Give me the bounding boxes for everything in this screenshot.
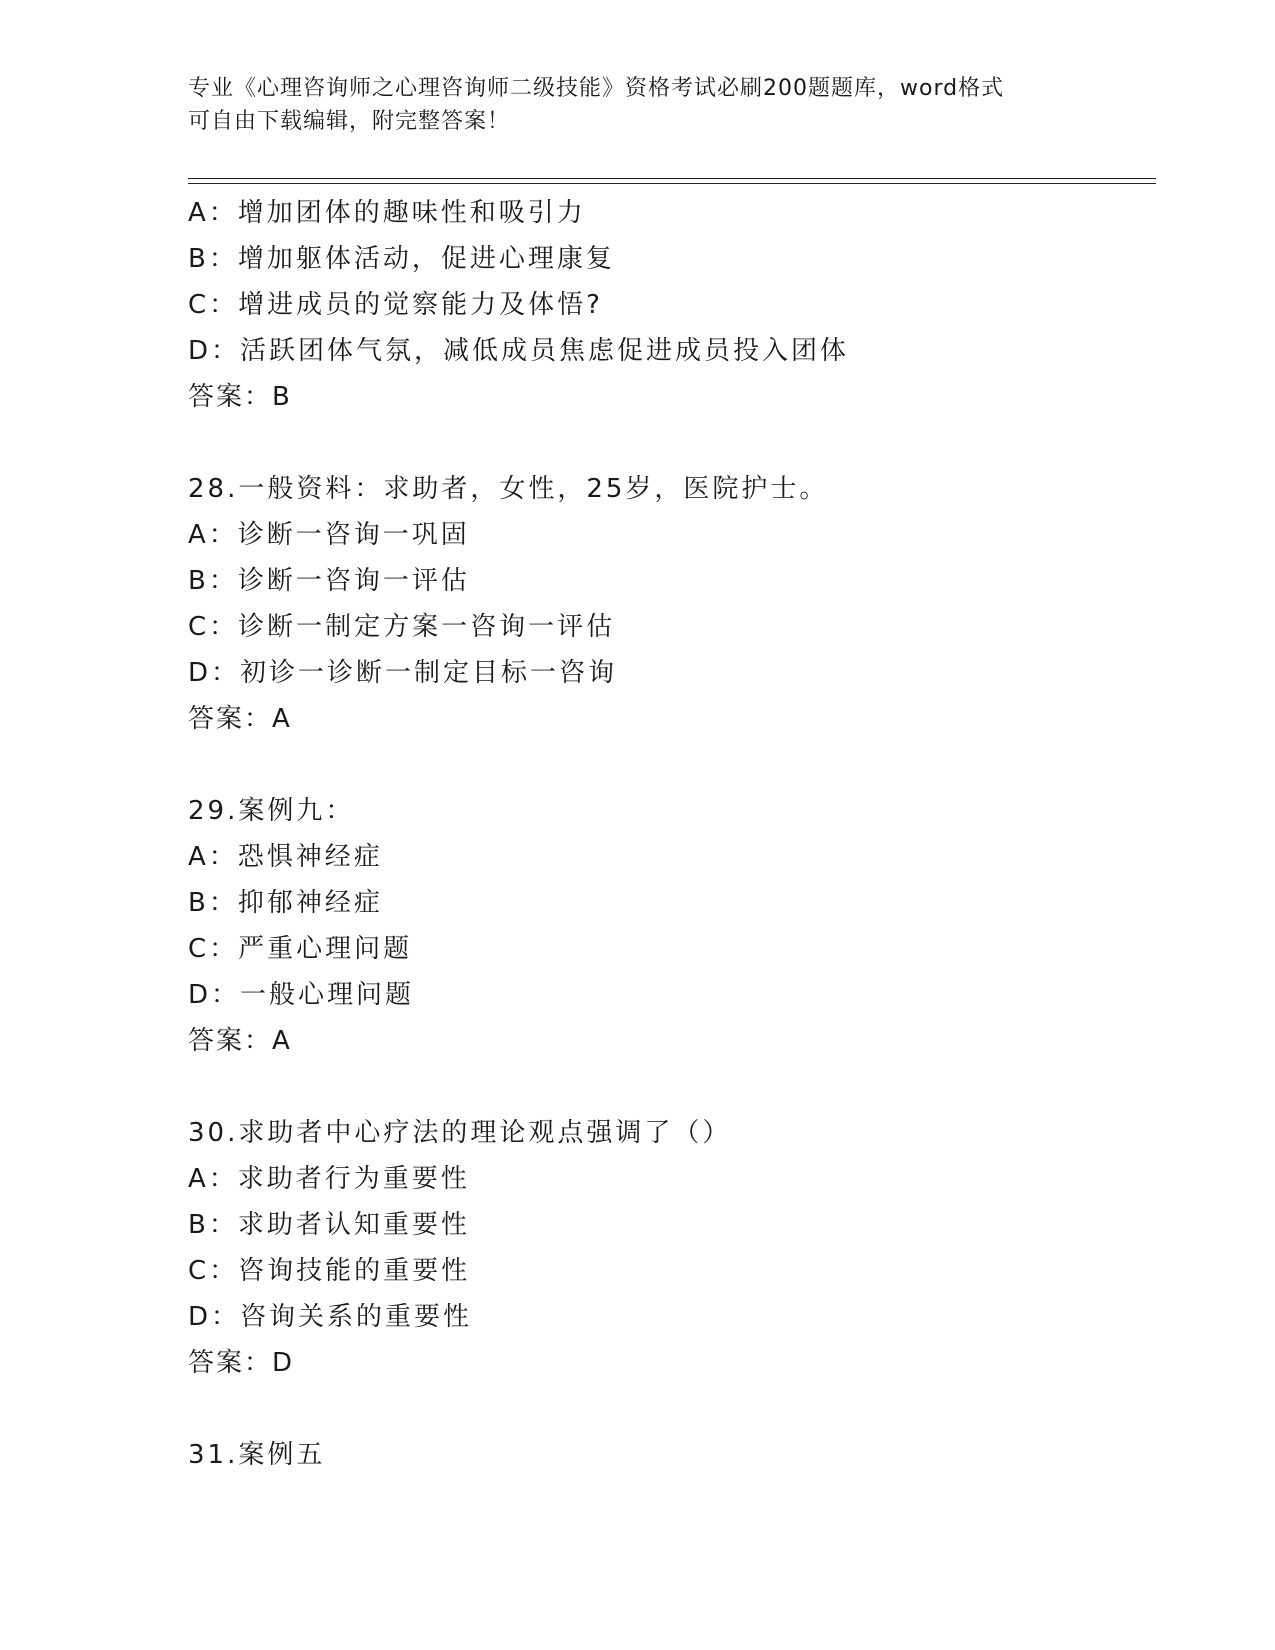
question-block bbox=[188, 788, 1148, 1064]
option-d: D：一般心理问题 bbox=[188, 980, 415, 1010]
option-c: C：诊断一制定方案一咨询一评估 bbox=[188, 612, 616, 642]
option-a: A：诊断一咨询一巩固 bbox=[188, 520, 470, 550]
option-d: D：活跃团体气氛，减低成员焦虑促进成员投入团体 bbox=[188, 336, 850, 366]
option-a: A：增加团体的趣味性和吸引力 bbox=[188, 198, 586, 228]
option-d: D：初诊一诊断一制定目标一咨询 bbox=[188, 658, 618, 688]
answer-line: 答案：A bbox=[188, 1026, 292, 1056]
option-b: B：诊断一咨询一评估 bbox=[188, 566, 470, 596]
option-c: C：严重心理问题 bbox=[188, 934, 413, 964]
question-block bbox=[188, 1432, 1148, 1478]
option-b: B：增加躯体活动，促进心理康复 bbox=[188, 244, 615, 274]
option-d: D：咨询关系的重要性 bbox=[188, 1302, 473, 1332]
document-header bbox=[188, 72, 1088, 138]
question-stem: 31.案例五 bbox=[188, 1440, 326, 1470]
answer-line: 答案：A bbox=[188, 704, 292, 734]
option-b: B：求助者认知重要性 bbox=[188, 1210, 470, 1240]
header-line-2: 可自由下载编辑，附完整答案！ bbox=[188, 109, 511, 134]
answer-line: 答案：D bbox=[188, 1348, 295, 1378]
question-stem: 30.求助者中心疗法的理论观点强调了（） bbox=[188, 1118, 732, 1148]
question-block bbox=[188, 466, 1148, 742]
header-divider-bottom bbox=[188, 183, 1156, 184]
option-a: A：恐惧神经症 bbox=[188, 842, 383, 872]
option-b: B：抑郁神经症 bbox=[188, 888, 383, 918]
question-block bbox=[188, 1110, 1148, 1386]
option-c: C：增进成员的觉察能力及体悟? bbox=[188, 290, 603, 320]
option-c: C：咨询技能的重要性 bbox=[188, 1256, 471, 1286]
answer-line: 答案：B bbox=[188, 382, 292, 412]
header-divider-top bbox=[188, 178, 1156, 179]
question-stem: 28.一般资料：求助者，女性，25岁，医院护士。 bbox=[188, 474, 829, 504]
header-line-1: 专业《心理咨询师之心理咨询师二级技能》资格考试必刷200题题库，word格式 bbox=[188, 76, 1005, 101]
question-block bbox=[188, 190, 1148, 420]
question-list bbox=[188, 190, 1148, 1478]
question-stem: 29.案例九： bbox=[188, 796, 355, 826]
option-a: A：求助者行为重要性 bbox=[188, 1164, 470, 1194]
